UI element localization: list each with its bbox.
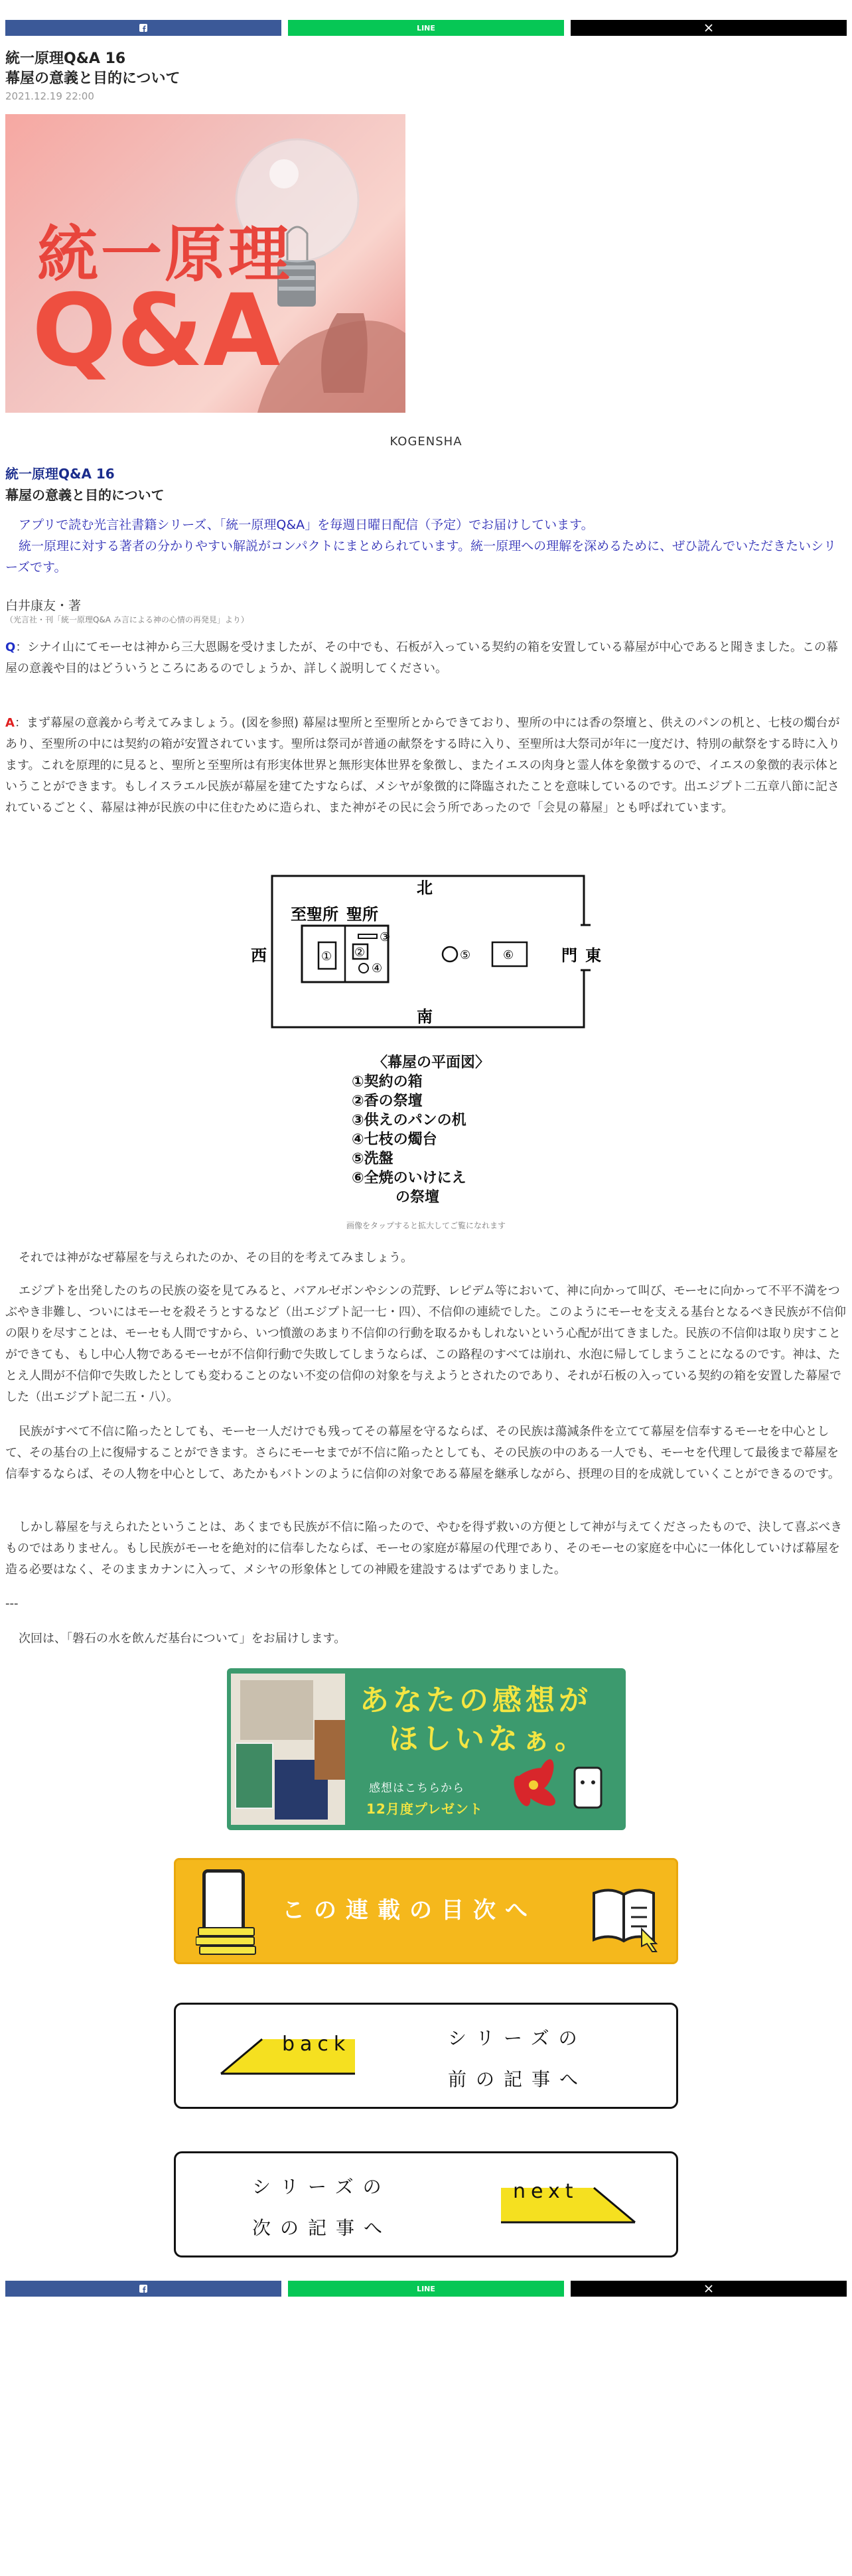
article-title-line2: 幕屋の意義と目的について <box>5 70 180 87</box>
diagram-num-5: ⑤ <box>460 948 471 962</box>
legend-item-4: ④七枝の燭台 <box>352 1131 437 1148</box>
hero-text-top: 統一原理 <box>37 219 293 290</box>
banner-line3: 感想はこちらから <box>369 1782 464 1795</box>
image-caption: KOGENSHA <box>390 435 462 449</box>
poinsettia-icon <box>506 1748 612 1821</box>
back-line2: 前の記事へ <box>448 2068 588 2090</box>
diagram-holy-of-holies-label: 至聖所 <box>291 905 338 924</box>
legend-item-2: ②香の祭壇 <box>352 1093 423 1109</box>
body-paragraph-2: エジプトを出発したのちの民族の姿を見てみると、バアルゼボンやシンの荒野、レピデム等において、神に向かって叫び、モーセに向かって不平不満をつぶやき非難し、ついにはモーセを殺そうとするなど（出エジプト記一七・四）、不信仰の連続でした。このようにモーセを支える基台となるべき民族が不信仰の限りを尽すことは、モーセも人間ですから、いつ憤激のあまり不信仰の行動を取るかもしれないという心配が出てきました。民族の不信仰は取り戻すことができても、もし中心人物であるモーセが不信仰行動で失敗してしまうならば、この路程のすべては崩れ、水泡に帰してしまうことになるのです。神は、たとえ人間が不信仰で失敗したとしても変わることのない不変の信仰の対象を与えようとされたのであり、それが石板の入っている契約の箱を安置した幕屋でした（出エジプト記二五・八）。 <box>5 1284 846 1404</box>
legend-item-1: ①契約の箱 <box>352 1074 423 1090</box>
books-photo <box>231 1674 345 1825</box>
next-line2: 次の記事へ <box>252 2217 392 2239</box>
body-paragraph-1: それでは神がなぜ幕屋を与えられたのか、その目的を考えてみましょう。 <box>19 1251 413 1265</box>
article-header <box>5 49 847 102</box>
tap-to-zoom-note: 画像をタップすると拡大してご覧になれます <box>346 1221 506 1230</box>
legend-item-6-cont: の祭壇 <box>395 1189 440 1206</box>
article-date: 2021.12.19 22:00 <box>5 90 94 102</box>
diagram-num-2: ② <box>354 946 366 960</box>
series-name: 統一原理Q&A 16 <box>5 466 115 482</box>
question-mark: Q <box>5 640 16 654</box>
diagram-south-label: 南 <box>417 1007 433 1026</box>
share-bar-bottom <box>5 2281 847 2297</box>
diagram-west-label: 西 <box>251 946 267 965</box>
hero-image <box>5 114 405 413</box>
diagram-num-4: ④ <box>372 962 383 975</box>
next-article-button[interactable] <box>174 2151 678 2257</box>
share-bar-top <box>5 20 847 36</box>
back-word: back <box>282 2033 351 2056</box>
diagram-gate-label: 門 <box>561 946 577 965</box>
line-share-button[interactable] <box>288 20 564 36</box>
question-paragraph <box>5 637 847 680</box>
x-icon <box>704 23 713 33</box>
intro-line2: 統一原理に対する著者の分かりやすい解説がコンパクトにまとめられています。統一原理への理解を深めるために、ぜひ読んでいただきたいシリーズです。 <box>5 539 837 575</box>
intro-block <box>5 514 847 578</box>
line-share-label: LINE <box>417 23 435 33</box>
legend-title: 〈幕屋の平面図〉 <box>372 1054 490 1071</box>
author-name: 白井康友・著 <box>5 599 82 613</box>
tabernacle-floor-plan[interactable] <box>246 869 604 1068</box>
author-source-note: （光言社・刊「統一原理Q&A み言による神の心情の再発見」より） <box>5 615 249 624</box>
diagram-holy-place-label: 聖所 <box>346 905 378 924</box>
next-line1: シリーズの <box>252 2176 391 2198</box>
diagram-num-3: ③ <box>380 930 391 944</box>
book-stack-icon <box>196 1925 257 1957</box>
intro-line1: アプリで読む光言社書籍シリーズ、「統一原理Q&A」を毎週日曜日配信（予定）でお届けしています。 <box>19 518 594 532</box>
open-book-icon <box>587 1880 660 1953</box>
x-share-button[interactable] <box>571 2281 847 2297</box>
facebook-share-button[interactable] <box>5 2281 281 2297</box>
diagram-num-1: ① <box>321 950 332 964</box>
answer-text: ：まず幕屋の意義から考えてみましょう。(図を参照) 幕屋は聖所と至聖所とからできており、聖所の中には香の祭壇と、供えのパンの机と、七枝の燭台があり、至聖所の中には契約の箱が安置されています。聖所は祭司が普通の献祭をする時に入り、至聖所は大祭司が年に一度だけ、特別の献祭をする時に入ります。これを原理的に見ると、聖所と至聖所は有形実体世界と無形実体世界を象徴し、またイエスの肉身と霊人体を象徴するので、イエスの象徴的表示体ということができます。もしイスラエル民族が幕屋を建てたすならば、メシヤが象徴的に降臨されたことを意味しているのです。出エジプト二五章八節に記されているごとく、幕屋は神が民族の中に住むために造られ、また神がその民に会う所であったので「会見の幕屋」とも呼ばれています。 <box>5 716 840 815</box>
feedback-banner[interactable] <box>227 1668 626 1830</box>
line-share-button[interactable] <box>288 2281 564 2297</box>
question-text: ：シナイ山にてモーセは神から三大恩賜を受けましたが、その中でも、石板が入っている契約の箱を安置している幕屋が中心であると聞きました。この幕屋の意義や目的はどういうところにあるのでしょうか、詳しく説明してください。 <box>5 640 838 676</box>
diagram-east-label: 東 <box>585 946 601 965</box>
hero-text-bottom: Q&A <box>32 273 281 389</box>
line-share-label: LINE <box>417 2284 435 2293</box>
legend-item-3: ③供えのパンの机 <box>352 1112 466 1129</box>
body-paragraph-4: しかし幕屋を与えられたということは、あくまでも民族が不信に陥ったので、やむを得ず救いの方便として神が与えてくださったもので、決して喜ぶべきものではありません。もし民族がモーセを絶対的に信奉したならば、モーセの家庭が幕屋の代理であり、そのモーセの家庭を中心に一体化していけば幕屋を造る必要はなく、そのままカナンに入って、メシヤの形象体としての神殿を建設するはずでありました。 <box>5 1520 843 1577</box>
facebook-icon <box>139 2284 148 2293</box>
legend-item-6: ⑥全焼のいけにえ <box>352 1170 466 1186</box>
x-share-button[interactable] <box>571 20 847 36</box>
x-icon <box>704 2284 713 2293</box>
next-episode-note: 次回は、「磐石の水を飲んだ基台について」をお届けします。 <box>19 1632 346 1646</box>
diagram-num-6: ⑥ <box>503 948 514 962</box>
back-line1: シリーズの <box>448 2027 587 2049</box>
article-title-line1: 統一原理Q&A 16 <box>5 50 126 67</box>
next-text <box>252 2167 391 2249</box>
separator: --- <box>5 1597 19 1610</box>
next-word: next <box>513 2180 579 2203</box>
banner-line4: 12月度プレゼント <box>366 1801 484 1817</box>
banner-line2: ほしいなぁ。 <box>389 1722 588 1756</box>
series-toc-button[interactable] <box>174 1858 678 1964</box>
prev-article-button[interactable] <box>174 2003 678 2109</box>
facebook-icon <box>139 23 148 33</box>
facebook-share-button[interactable] <box>5 20 281 36</box>
back-text <box>448 2018 587 2100</box>
answer-paragraph <box>5 713 847 819</box>
article-subtitle: 幕屋の意義と目的について <box>5 487 165 503</box>
legend-item-5: ⑤洗盤 <box>352 1151 393 1167</box>
banner-line1: あなたの感想が <box>360 1683 592 1717</box>
diagram-north-label: 北 <box>417 879 433 897</box>
answer-mark: A <box>5 716 15 730</box>
body-paragraph-3: 民族がすべて不信に陥ったとしても、モーセ一人だけでも残ってその幕屋を守るならば、その民族は蕩減条件を立てて幕屋を信奉するモーセを中心として、その基台の上に復帰することができます。さらにモーセまでが不信に陥ったとしても、その民族の中のある一人でも、モーセを代理して最後まで幕屋を信奉するならば、その人物を中心として、あたかもバトンのように信仰の対象である幕屋を継承しながら、摂理の目的を成就していくことができるのです。 <box>5 1425 840 1481</box>
toc-label: この連載の目次へ <box>282 1897 537 1924</box>
diagram-legend <box>352 1053 511 1207</box>
